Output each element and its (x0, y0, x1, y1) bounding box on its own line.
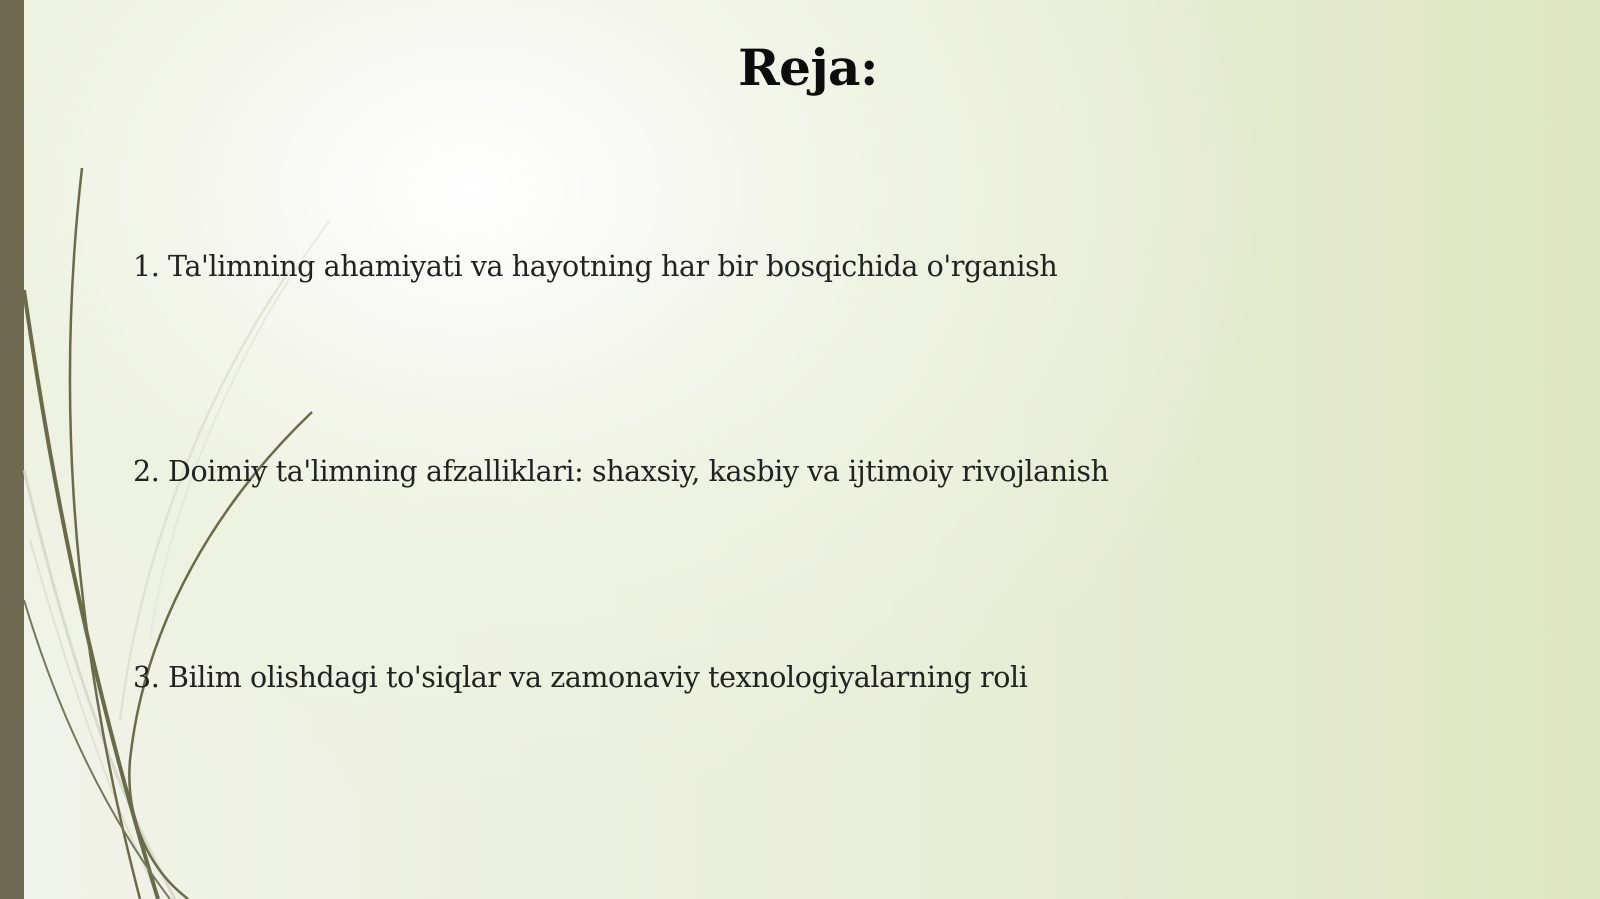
list-item: 1. Ta'limning ahamiyati va hayotning har bir bosqichida o'rganish (133, 250, 1058, 283)
list-item: 2. Doimiy ta'limning afzalliklari: shaxsiy, kasbiy va ijtimoiy rivojlanish (133, 455, 1109, 488)
slide-title: Reja: (738, 38, 878, 97)
grass-decoration (0, 0, 400, 899)
list-item: 3. Bilim olishdagi to'siqlar va zamonaviy texnologiyalarning roli (133, 661, 1028, 694)
